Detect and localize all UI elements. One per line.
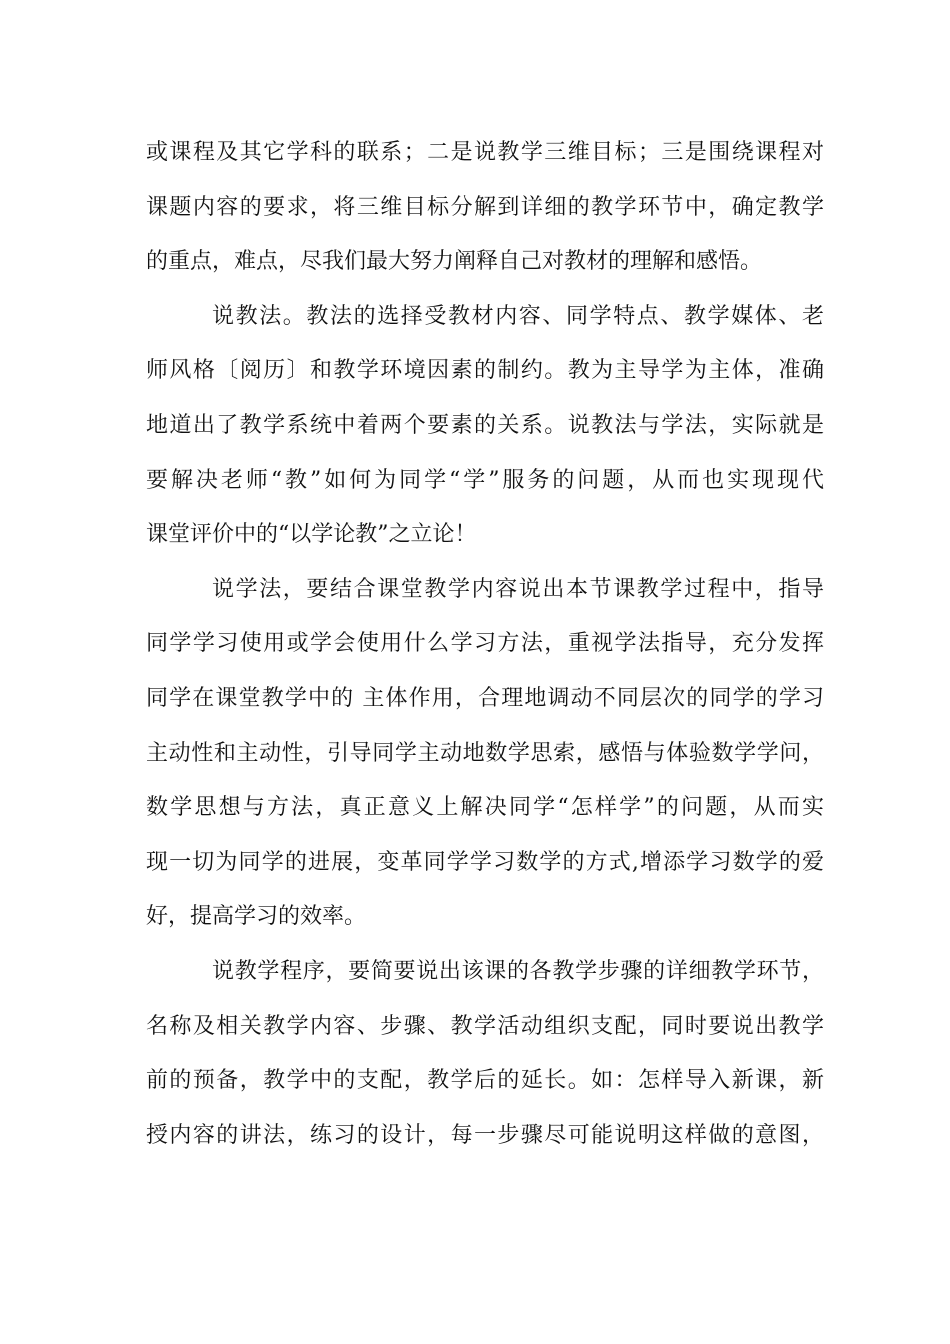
text-line: 数学思想与方法，真正意义上解决同学“怎样学”的问题，从而实 [146, 795, 824, 821]
text-line: 同学学习使用或学会使用什么学习方法，重视学法指导，充分发挥 [146, 631, 824, 657]
text-line: 说教法。教法的选择受教材内容、同学特点、教学媒体、老 [212, 303, 824, 329]
text-line: 要解决老师“教”如何为同学“学”服务的问题，从而也实现现代 [146, 467, 824, 493]
text-line: 授内容的讲法，练习的设计，每一步骤尽可能说明这样做的意图， [146, 1122, 824, 1148]
text-line: 课堂评价中的“以学论教”之立论！ [146, 522, 477, 548]
text-line: 好，提高学习的效率。 [146, 904, 367, 930]
text-line: 现一切为同学的进展，变革同学学习数学的方式,增添学习数学的爱 [146, 849, 824, 875]
text-line: 同学在课堂教学中的 主体作用，合理地调动不同层次的同学的学习 [146, 685, 824, 711]
document-body [146, 126, 824, 1163]
text-line: 课题内容的要求，将三维目标分解到详细的教学环节中，确定教学 [146, 194, 824, 220]
paragraph-teaching-procedure [146, 945, 824, 1163]
text-line: 主动性和主动性，引导同学主动地数学思索，感悟与体验数学学问， [146, 740, 824, 766]
text-line: 或课程及其它学科的联系；二是说教学三维目标；三是围绕课程对 [146, 140, 824, 165]
text-line: 前的预备，教学中的支配，教学后的延长。如：怎样导入新课，新 [146, 1068, 824, 1094]
paragraph-course-context [146, 126, 824, 290]
text-line: 说教学程序，要简要说出该课的各教学步骤的详细教学环节， [212, 958, 824, 984]
paragraph-teaching-method [146, 290, 824, 563]
text-line: 的重点，难点，尽我们最大努力阐释自己对教材的理解和感悟。 [146, 249, 763, 275]
text-line: 地道出了教学系统中着两个要素的关系。说教法与学法，实际就是 [146, 412, 824, 438]
text-line: 说学法，要结合课堂教学内容说出本节课教学过程中，指导 [212, 576, 824, 602]
text-line: 师风格〔阅历〕和教学环境因素的制约。教为主导学为主体，准确 [146, 358, 824, 384]
text-line: 名称及相关教学内容、步骤、教学活动组织支配，同时要说出教学 [146, 1013, 824, 1039]
paragraph-learning-method [146, 563, 824, 945]
